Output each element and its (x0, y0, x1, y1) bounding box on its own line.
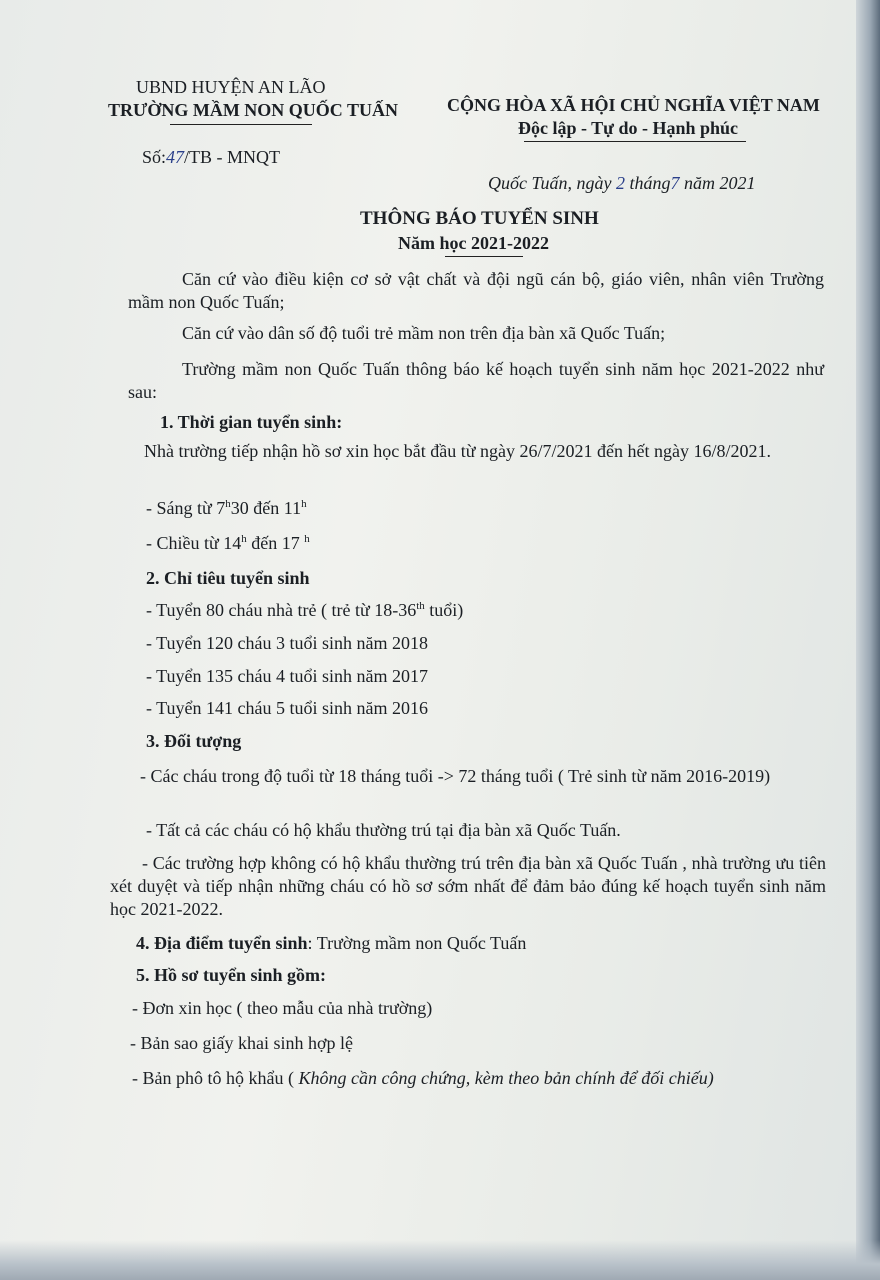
document-number (142, 146, 280, 168)
afternoon-text-1: - Chiều từ 14 (146, 533, 242, 553)
target-age-range: - Các cháu trong độ tuổi từ 18 tháng tuổi -> 72 tháng tuổi ( Trẻ sinh từ năm 2016-2019) (140, 766, 771, 786)
motto-underline (524, 141, 746, 142)
morning-text-2: 30 đến 11 (230, 498, 302, 518)
morning-sup-1: h (225, 498, 231, 510)
target-residents: - Tất cả các cháu có hộ khẩu thường trú tại địa bàn xã Quốc Tuấn. (146, 820, 621, 840)
page-bottom-shadow (0, 1240, 880, 1280)
quota-5-years: - Tuyển 141 cháu 5 tuổi sinh năm 2016 (146, 698, 428, 718)
quota-3-years: - Tuyển 120 cháu 3 tuổi sinh năm 2018 (146, 633, 428, 653)
date-month-handwritten: 7 (670, 173, 680, 193)
target-non-residents: - Các trường hợp không có hộ khẩu thường trú trên địa bàn xã Quốc Tuấn , nhà trường ưu tiên xét duyệt và tiếp nhận những cháu có hồ sơ sớm nhất để đảm bảo đúng kế hoạch tuyển sinh năm học 2021-2022. (110, 853, 826, 919)
quota-nursery (146, 599, 463, 621)
section-3-heading: 3. Đối tượng (146, 731, 242, 751)
national-motto: Độc lập - Tự do - Hạnh phúc (518, 118, 739, 138)
date-day-handwritten: 2 (616, 173, 625, 193)
doc-application-form: - Đơn xin học ( theo mẫu của nhà trường) (132, 998, 433, 1018)
doc-no-suffix: /TB - MNQT (184, 147, 281, 167)
intro-paragraph-2: Căn cứ vào dân số độ tuổi trẻ mầm non trên địa bàn xã Quốc Tuấn; (182, 323, 666, 343)
afternoon-text-2: đến 17 (246, 533, 305, 553)
agency-name: UBND HUYỆN AN LÃO (136, 77, 326, 97)
date-line (488, 172, 756, 194)
section-4-text: : Trường mầm non Quốc Tuấn (307, 933, 527, 953)
household-text: - Bản phô tô hộ khẩu ( (132, 1068, 299, 1088)
afternoon-sup-2: h (304, 533, 310, 545)
school-name: TRƯỜNG MẦM NON QUỐC TUẤN (108, 100, 398, 120)
nursery-text-1: - Tuyển 80 cháu nhà trẻ ( trẻ từ 18-36 (146, 600, 417, 620)
section-5-heading: 5. Hồ sơ tuyển sinh gồm: (136, 965, 326, 985)
date-month-label: tháng (629, 173, 671, 193)
morning-hours (146, 497, 307, 519)
notice-title: THÔNG BÁO TUYỂN SINH (360, 208, 599, 229)
nursery-text-2: tuổi) (424, 600, 464, 620)
doc-birth-certificate: - Bản sao giấy khai sinh hợp lệ (130, 1033, 353, 1053)
nursery-sup: th (416, 600, 425, 612)
section-2-heading: 2. Chỉ tiêu tuyển sinh (146, 568, 310, 588)
quota-4-years: - Tuyển 135 cháu 4 tuổi sinh năm 2017 (146, 666, 428, 686)
section-1-text: Nhà trường tiếp nhận hồ sơ xin học bắt đầu từ ngày 26/7/2021 đến hết ngày 16/8/2021. (144, 441, 771, 461)
morning-text-1: - Sáng từ 7 (146, 498, 226, 518)
intro-paragraph-1: Căn cứ vào điều kiện cơ sở vật chất và đội ngũ cán bộ, giáo viên, nhân viên Trường mầm non Quốc Tuấn; (128, 269, 824, 312)
nation-name: CỘNG HÒA XÃ HỘI CHỦ NGHĨA VIỆT NAM (447, 95, 820, 115)
doc-household-registration (132, 1067, 714, 1089)
intro-paragraph-3: Trường mầm non Quốc Tuấn thông báo kế hoạch tuyển sinh năm học 2021-2022 như sau: (128, 359, 824, 402)
school-year: Năm học 2021-2022 (398, 233, 549, 253)
household-note: Không cần công chứng, kèm theo bản chính để đối chiếu) (298, 1068, 714, 1088)
doc-no-prefix: Số: (142, 147, 167, 167)
afternoon-hours (146, 532, 310, 554)
doc-no-handwritten: 47 (166, 147, 185, 167)
section-4-line (136, 932, 526, 954)
year-underline (445, 256, 523, 257)
afternoon-sup-1: h (241, 533, 247, 545)
school-underline (170, 124, 312, 125)
section-1-heading: 1. Thời gian tuyển sinh: (160, 412, 343, 432)
section-4-heading: 4. Địa điểm tuyển sinh (136, 933, 308, 953)
date-year: năm 2021 (684, 173, 756, 193)
date-place: Quốc Tuấn, ngày (488, 173, 612, 193)
morning-sup-2: h (301, 498, 307, 510)
page-edge-shadow (856, 0, 880, 1280)
